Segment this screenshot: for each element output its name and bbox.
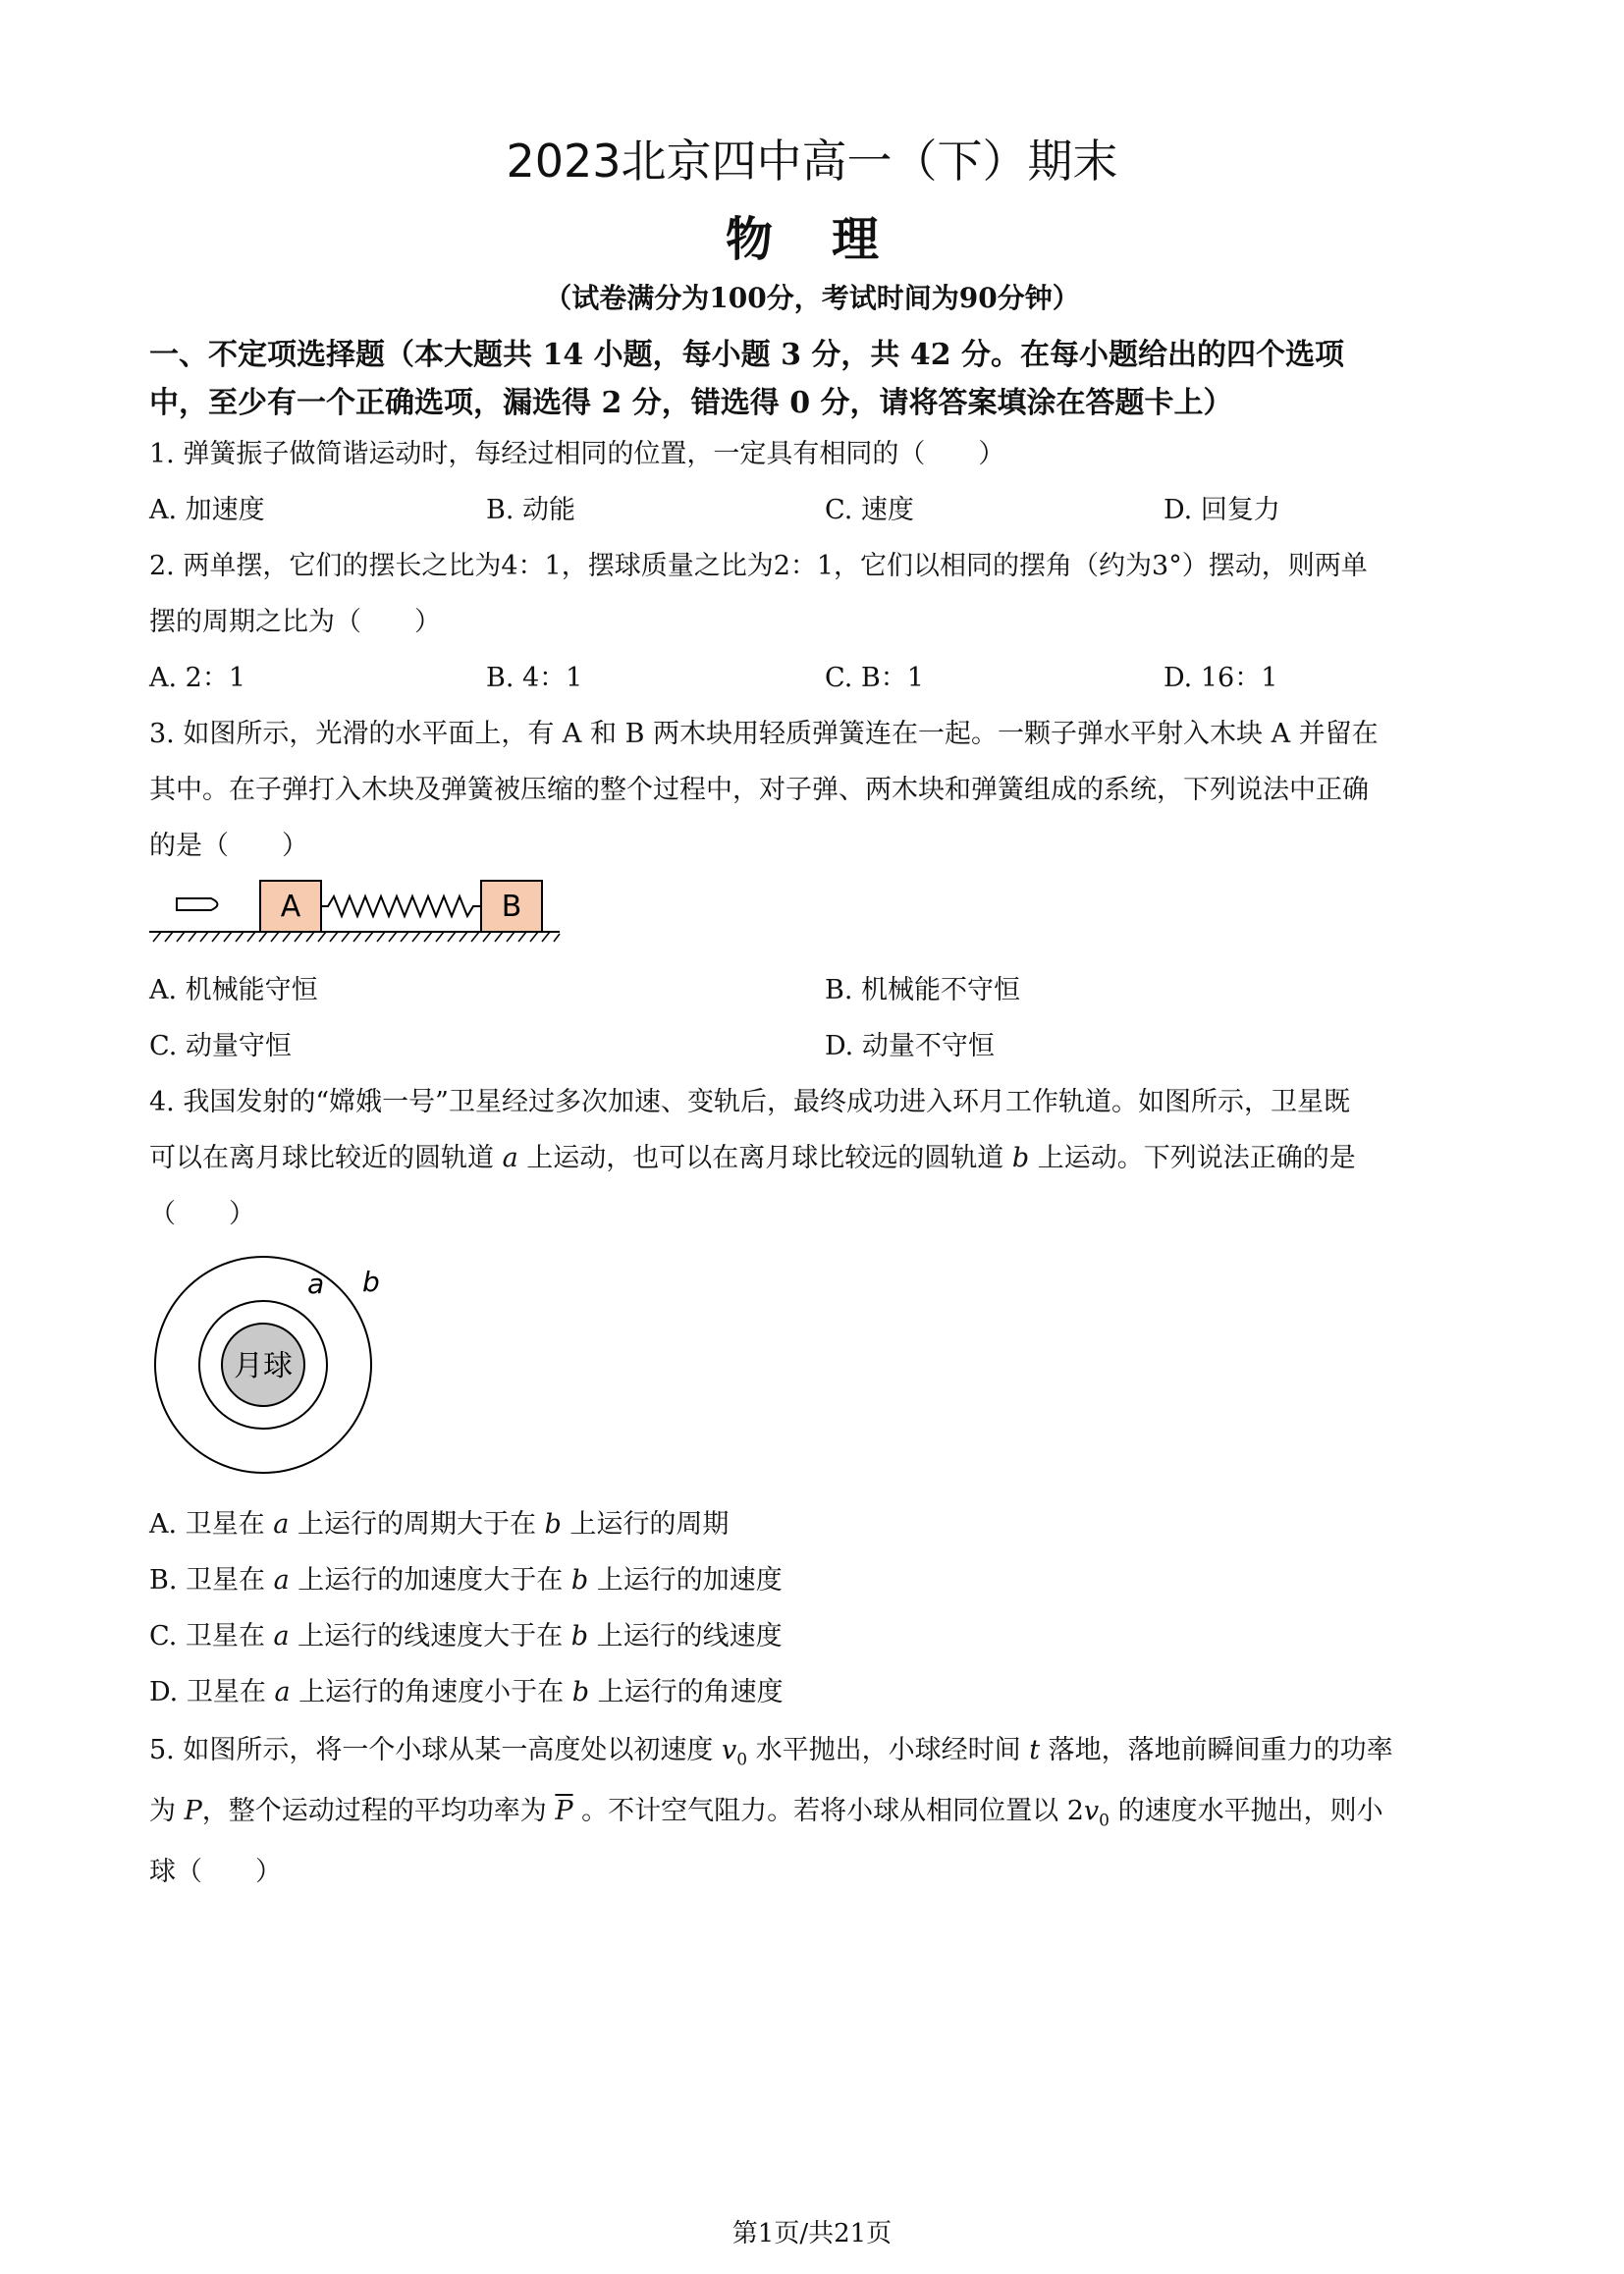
orbit-a-label: a <box>307 1268 325 1300</box>
q3-stem-line1: 3. 如图所示，光滑的水平面上，有 A 和 B 两木块用轻质弹簧连在一起。一颗子弹水平射入木块 A 并留在 <box>149 719 1379 749</box>
q5-stem-line1: 5. 如图所示，将一个小球从某一高度处以初速度 $v_0$ 水平抛出，小球经时间 t 落地，落地前瞬间重力的功率 <box>149 1735 1393 1770</box>
q3-stem-line2: 其中。在子弹打入木块及弹簧被压缩的整个过程中，对子弹、两木块和弹簧组成的系统，下列说法中正确 <box>149 775 1369 805</box>
q3-option-c: C. 动量守恒 <box>149 1031 292 1061</box>
moon-label: 月球 <box>234 1349 293 1383</box>
q4-stem-line2: 可以在离月球比较近的圆轨道 a 上运动，也可以在离月球比较远的圆轨道 b 上运动。下列说法正确的是 <box>149 1143 1356 1173</box>
q4-option-a: A. 卫星在 a 上运行的周期大于在 b 上运行的周期 <box>149 1509 730 1540</box>
q2-option-b: B. 4：1 <box>486 663 583 693</box>
ground-surface <box>149 932 560 942</box>
q1-option-a: A. 加速度 <box>149 495 265 525</box>
q1-option-d: D. 回复力 <box>1164 495 1280 525</box>
section-heading-line2: 中，至少有一个正确选项，漏选得 2 分，错选得 0 分，请将答案填涂在答题卡上） <box>149 386 1233 420</box>
q4-option-b: B. 卫星在 a 上运行的加速度大于在 b 上运行的加速度 <box>149 1565 783 1596</box>
exam-title: 2023北京四中高一（下）期末 <box>506 135 1118 188</box>
block-b-label: B <box>501 890 522 924</box>
q2-option-c: C. B：1 <box>825 663 924 693</box>
q5-stem-line2: 为 P，整个运动过程的平均功率为 $\overline{P}$ 。不计空气阻力。若将小球从相同位置以 $2v_0$ 的速度水平抛出，则小 <box>149 1796 1383 1831</box>
page-footer: 第1页/共21页 <box>731 2219 893 2248</box>
q4-option-c: C. 卫星在 a 上运行的线速度大于在 b 上运行的线速度 <box>149 1621 783 1651</box>
spring <box>321 896 481 916</box>
subject-title: 物理 <box>725 212 938 267</box>
q1-option-b: B. 动能 <box>486 495 576 525</box>
q1-option-c: C. 速度 <box>825 495 914 525</box>
orbit-b-label: b <box>362 1266 380 1298</box>
q4-stem-line1: 4. 我国发射的“嫦娥一号”卫星经过多次加速、变轨后，最终成功进入环月工作轨道。如图所示，卫星既 <box>149 1087 1350 1117</box>
q4-orbit-figure <box>147 1245 393 1481</box>
q3-stem-line3: 的是（ ） <box>149 831 308 861</box>
q1-stem: 1. 弹簧振子做简谐运动时，每经过相同的位置，一定具有相同的（ ） <box>149 439 1005 469</box>
q2-option-d: D. 16：1 <box>1164 663 1278 693</box>
q3-option-b: B. 机械能不守恒 <box>825 975 1021 1005</box>
block-a-label: A <box>280 890 301 924</box>
q3-spring-figure <box>147 869 569 948</box>
q5-stem-line3: 球（ ） <box>149 1857 282 1887</box>
q3-option-d: D. 动量不守恒 <box>825 1031 995 1061</box>
bullet-icon <box>177 898 218 910</box>
q2-option-a: A. 2：1 <box>149 663 246 693</box>
q2-stem-line2: 摆的周期之比为（ ） <box>149 607 441 637</box>
section-heading-line1: 一、不定项选择题（本大题共 14 小题，每小题 3 分，共 42 分。在每小题给出的四个选项 <box>149 338 1345 372</box>
exam-note: （试卷满分为100分，考试时间为90分钟） <box>544 282 1080 314</box>
q4-stem-line3: （ ） <box>149 1199 255 1229</box>
q2-stem-line1: 2. 两单摆，它们的摆长之比为4：1，摆球质量之比为2：1，它们以相同的摆角（约为3°）摆动，则两单 <box>149 551 1368 581</box>
q4-option-d: D. 卫星在 a 上运行的角速度小于在 b 上运行的角速度 <box>149 1677 784 1707</box>
q3-option-a: A. 机械能守恒 <box>149 975 318 1005</box>
